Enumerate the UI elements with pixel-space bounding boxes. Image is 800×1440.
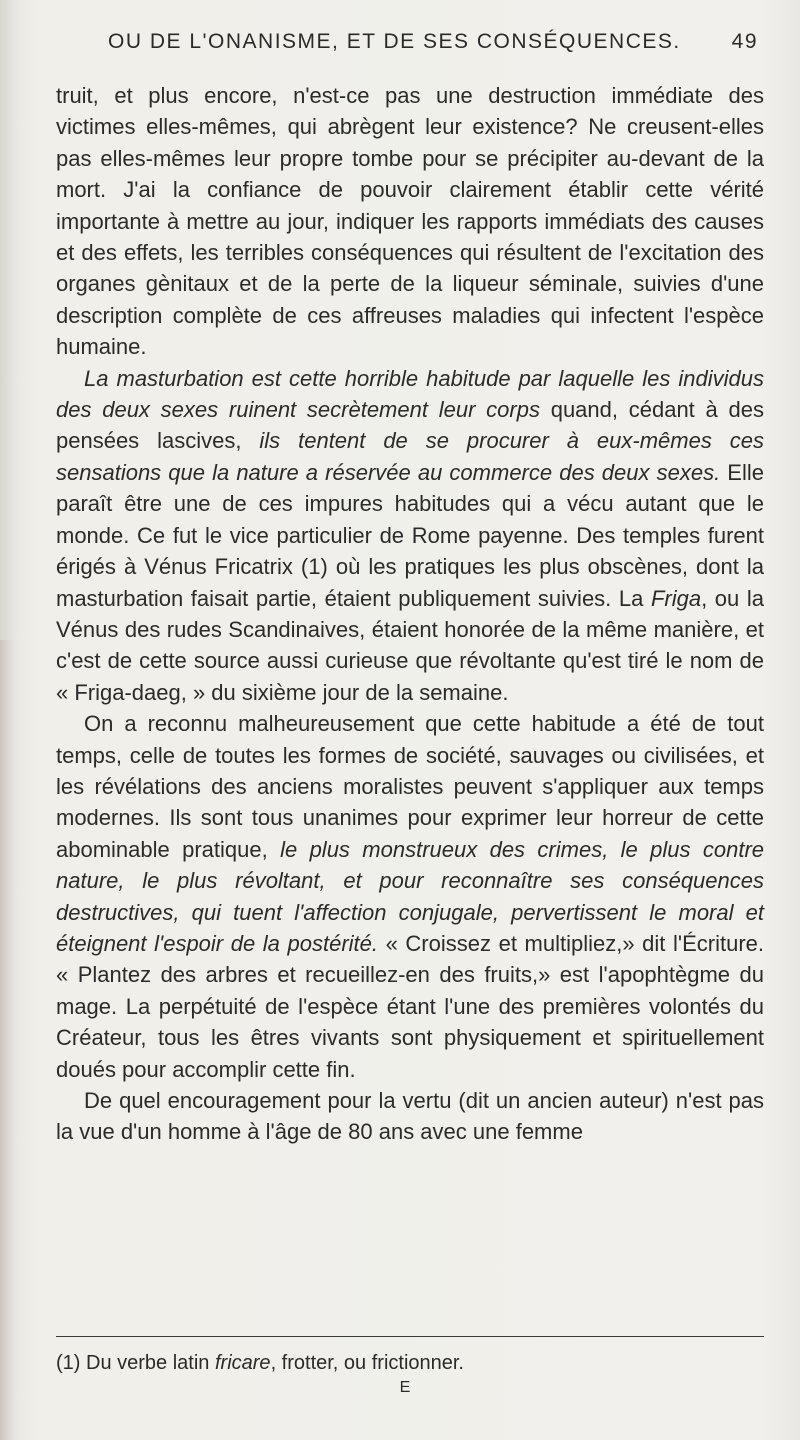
paragraph-2 (56, 363, 764, 708)
running-head-title: OU DE L'ONANISME, ET DE SES CONSÉQUENCES. (108, 30, 681, 53)
italic-run: ils tentent de se procurer à eux-mêmes ces sensations que la nature a réservée au commerce des deux sexes. (56, 428, 764, 485)
text-run: « Croissez et multipliez,» dit l'Écriture. « Plantez des arbres et recueillez-en des fruits,» est l'apophtègme du mage. La perpétuité de l'espèce étant l'une des premières volontés du Créateur, tous les êtres vivants sont physiquement et spirituellement doués pour accomplir cette fin. (56, 930, 764, 1082)
italic-run: le plus monstrueux des crimes, le plus contre nature, le plus révoltant, et pour reconnaître ses conséquences destructives, qui tuent l'affection conjugale, pervertissent le moral et éteignent l'espoir de la postérité. (56, 836, 765, 956)
signature-mark: E (399, 1379, 411, 1396)
footnote-rule (56, 1336, 764, 1337)
text-run: De quel encouragement pour la vertu (dit un ancien auteur) n'est pas la vue d'un homme à l'âge de 80 ans avec une femme (56, 1088, 764, 1145)
text-run: Elle paraît être une de ces impures habitudes qui a vécu autant que le monde. Ce fut le vice particulier de Rome payenne. Des temples furent érigés à Vénus Fricatrix (1) où les pratiques les plus obscènes, dont la masturbation faisait partie, étaient publiquement suivies. La (56, 459, 764, 611)
footnote-marker: (1) (56, 1352, 81, 1374)
paragraph-3 (56, 708, 764, 1085)
paragraph-1 (56, 80, 764, 363)
footnote-text-after: , frotter, ou frictionner. (270, 1352, 464, 1374)
binding-shadow (0, 640, 14, 1440)
footnote-text-before: Du verbe latin (86, 1352, 215, 1374)
text-run: , ou la Vénus des rudes Scandinaives, étaient honorée de la même manière, et c'est de cette source aussi curieuse que révoltante qu'est tiré le nom de « Friga-daeg, » du sixième jour de la semaine. (56, 585, 764, 705)
footnote-term: fricare (214, 1352, 271, 1374)
italic-run: Friga (650, 585, 702, 611)
text-run: truit, et plus encore, n'est-ce pas une destruction immédiate des victimes elles-mêmes, qui abrègent leur existence? Ne creusent-elles pas elles-mêmes leur propre tombe pour se précipiter au-devant de la mort. J'ai la confiance de pouvoir clairement établir cette vérité importante à mettre au jour, indiquer les rapports immédiats des causes et des effets, les terribles conséquences qui résultent de l'excitation des organes gènitaux et de la perte de la liqueur séminale, suivies d'une description complète de ces affreuses maladies qui infectent l'espèce humaine. (56, 83, 764, 360)
body-text (56, 80, 764, 1148)
paragraph-4 (56, 1085, 764, 1148)
text-run: quand, cédant à des pensées lascives, (56, 397, 765, 454)
italic-run: La masturbation est cette horrible habitude par laquelle les individus des deux sexes ruinent secrètement leur corps (56, 365, 764, 423)
page-number: 49 (731, 30, 758, 53)
footnote (56, 1349, 764, 1377)
text-run: On a reconnu malheureusement que cette habitude a été de tout temps, celle de toutes les formes de société, sauvages ou civilisées, et les révélations des anciens moralistes peuvent s'appliquer aux temps modernes. Ils sont tous unanimes pour exprimer leur horreur de cette abominable pratique, (56, 711, 764, 862)
running-head (108, 30, 758, 66)
